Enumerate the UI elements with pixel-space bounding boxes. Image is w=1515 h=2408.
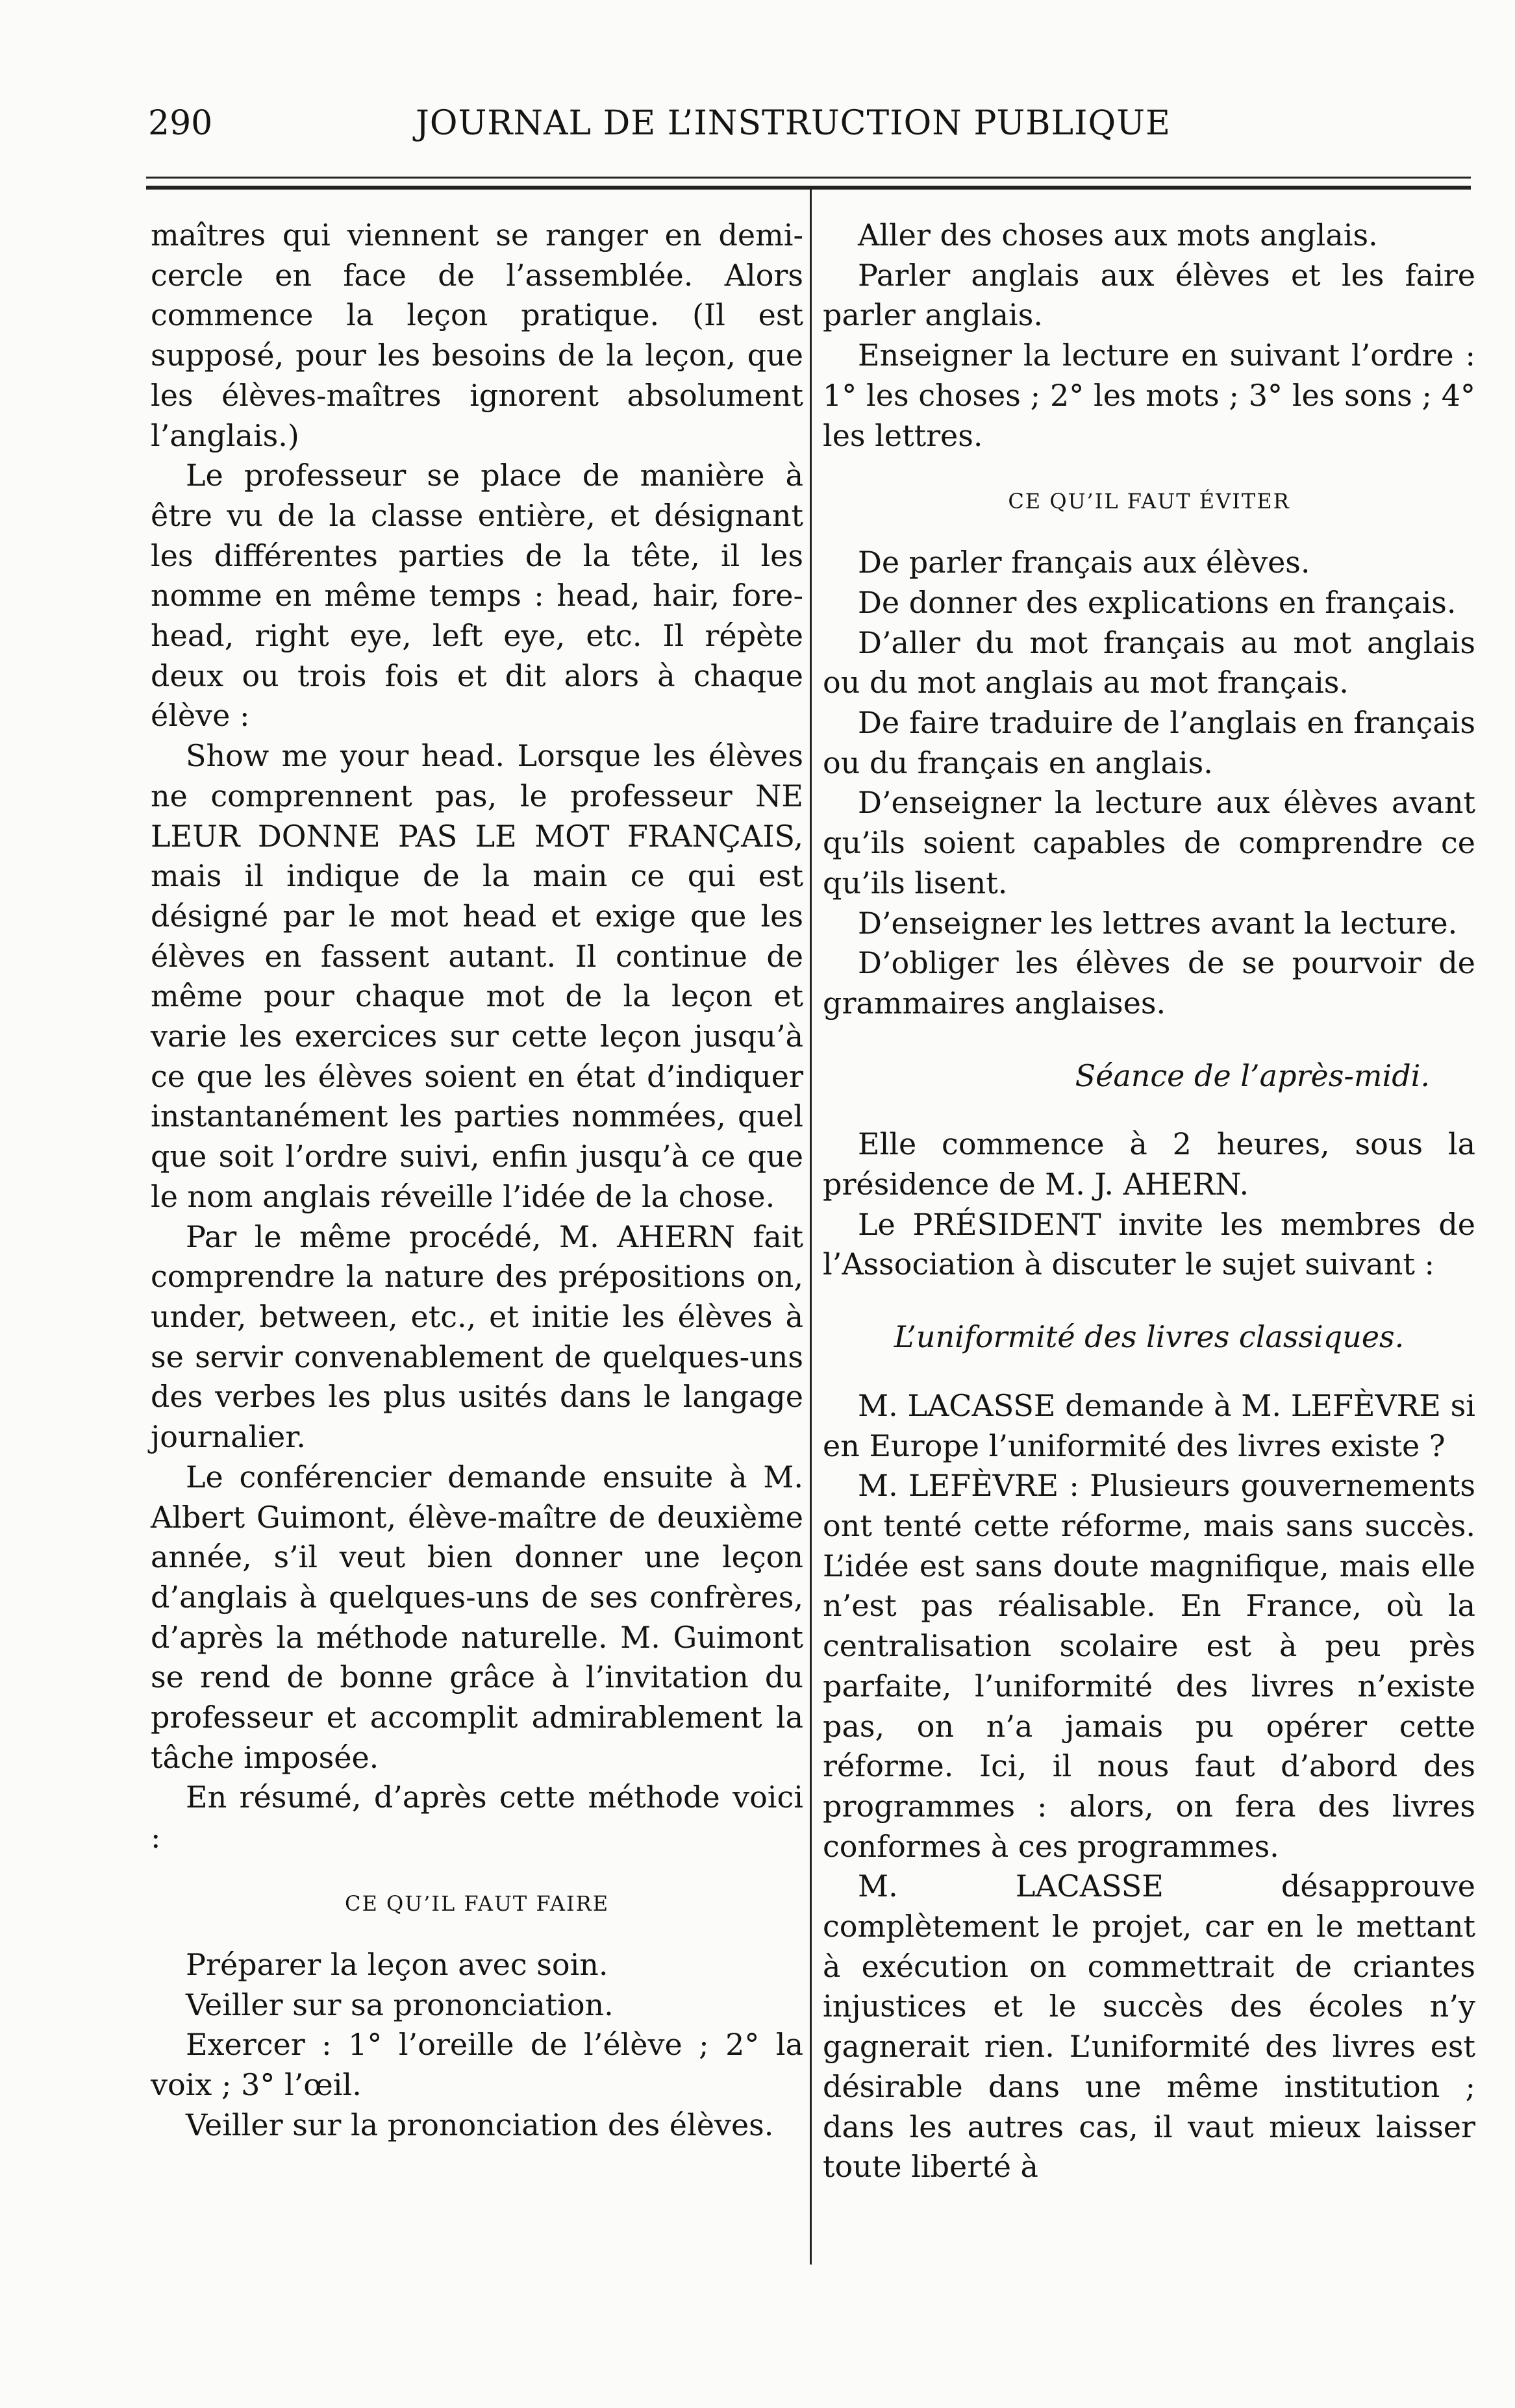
paragraph: De donner des explications en français. <box>858 584 1457 620</box>
paragraph: Veiller sur sa prononciation. <box>186 1987 614 2022</box>
paragraph: M. LEFÈVRE : Plusieurs gouvernements ont tenté cette réforme, mais sans succès. L’idée est sans doute magnifique, mais elle n’est pas réalisable. En France, où la centralisation scolaire est à peu près parfaite, l’uniformité des livres n’existe pas, on n’a jamais pu opérer cette réforme. Ici, il nous faut d’abord des programmes : alors, on fera des livres conformes à ces programmes. <box>823 1468 1475 1864</box>
paragraph: Elle commence à 2 heures, sous la présidence de M. J. AHERN. <box>823 1126 1475 1202</box>
paragraph: Aller des choses aux mots anglais. <box>858 217 1378 253</box>
paragraph: De parler français aux élèves. <box>858 545 1310 580</box>
paragraph: Veiller sur la prononciation des élèves. <box>186 2107 774 2142</box>
paragraph: D’aller du mot français au mot anglais ou du mot anglais au mot français. <box>823 625 1475 701</box>
paragraph: De faire traduire de l’anglais en français ou du français en anglais. <box>823 705 1475 780</box>
paragraph: Enseigner la lecture en suivant l’ordre : 1° les choses ; 2° les mots ; 3° les sons ; 4° les lettres. <box>823 338 1475 453</box>
session-heading: Séance de l’après-midi. <box>1075 1058 1430 1093</box>
running-title: JOURNAL DE L’INSTRUCTION PUBLIQUE <box>416 104 1171 143</box>
running-header <box>0 104 1515 156</box>
section-heading: CE QU’IL FAUT FAIRE <box>344 1891 610 1916</box>
paragraph: D’enseigner les lettres avant la lecture. <box>858 905 1458 941</box>
paragraph: Par le même procédé, M. AHERN fait comprendre la nature des prépositions on, under, between, etc., et initie les élèves à se servir convenablement de quelques-uns des verbes les plus usités dans le langage journalier. <box>151 1219 803 1455</box>
paragraph: Exercer : 1° l’oreille de l’élève ; 2° la voix ; 3° l’œil. <box>151 2027 803 2102</box>
paragraph: M. LACASSE désapprouve complètement le projet, car en le mettant à exécution on commettrait de criantes injustices et le succès des écoles n’y gagnerait rien. L’uniformité des livres est désirable dans une même institution ; dans les autres cas, il vaut mieux laisser toute liberté à <box>823 1868 1475 2185</box>
paragraph: D’obliger les élèves de se pourvoir de grammaires anglaises. <box>823 945 1475 1021</box>
paragraph: Préparer la leçon avec soin. <box>186 1946 608 1982</box>
paragraph: Le PRÉSIDENT invite les membres de l’Association à discuter le sujet suivant : <box>823 1206 1475 1282</box>
section-heading: CE QU’IL FAUT ÉVITER <box>1008 489 1290 514</box>
right-column <box>823 216 1475 2187</box>
paragraph: D’enseigner la lecture aux élèves avant qu’ils soient capables de comprendre ce qu’ils lisent. <box>823 785 1475 900</box>
paragraph: Show me your head. Lorsque les élèves ne comprennent pas, le professeur NE LEUR DONNE PAS LE MOT FRANÇAIS, mais il indique de la main ce qui est désigné par le mot head et exige que les élèves en fassent autant. Il continue de même pour chaque mot de la leçon et varie les exercices sur cette leçon jusqu’à ce que les élèves soient en état d’indiquer instantanément les parties nommées, quel que soit l’ordre suivi, enfin jusqu’à ce que le nom anglais réveille l’idée de la chose. <box>151 738 803 1214</box>
paragraph: maîtres qui viennent se ranger en demi-cercle en face de l’assemblée. Alors commence la leçon pratique. (Il est supposé, pour les besoins de la leçon, que les élèves-maîtres ignorent absolument l’anglais.) <box>151 217 803 453</box>
left-column <box>151 216 803 2145</box>
page-number: 290 <box>148 104 213 143</box>
column-divider <box>810 187 812 2265</box>
header-rule-thick <box>146 186 1471 190</box>
paragraph: Le conférencier demande ensuite à M. Albert Guimont, élève-maître de deuxième année, s’il veut bien donner une leçon d’anglais à quelques-uns de ses confrères, d’après la méthode naturelle. M. Guimont se rend de bonne grâce à l’invitation du professeur et accomplit admirablement la tâche imposée. <box>151 1459 803 1775</box>
paragraph: En résumé, d’après cette méthode voici : <box>151 1780 803 1856</box>
paragraph: Parler anglais aux élèves et les faire parler anglais. <box>823 257 1475 333</box>
topic-heading: L’uniformité des livres classiques. <box>894 1319 1405 1355</box>
paragraph: Le professeur se place de manière à être vu de la classe entière, et désignant les différentes parties de la tête, il les nomme en même temps : head, hair, fore-head, right eye, left eye, etc. Il répète deux ou trois fois et dit alors à chaque élève : <box>151 458 803 734</box>
header-rule-thin <box>146 177 1471 179</box>
paragraph: M. LACASSE demande à M. LEFÈVRE si en Europe l’uniformité des livres existe ? <box>823 1387 1475 1463</box>
